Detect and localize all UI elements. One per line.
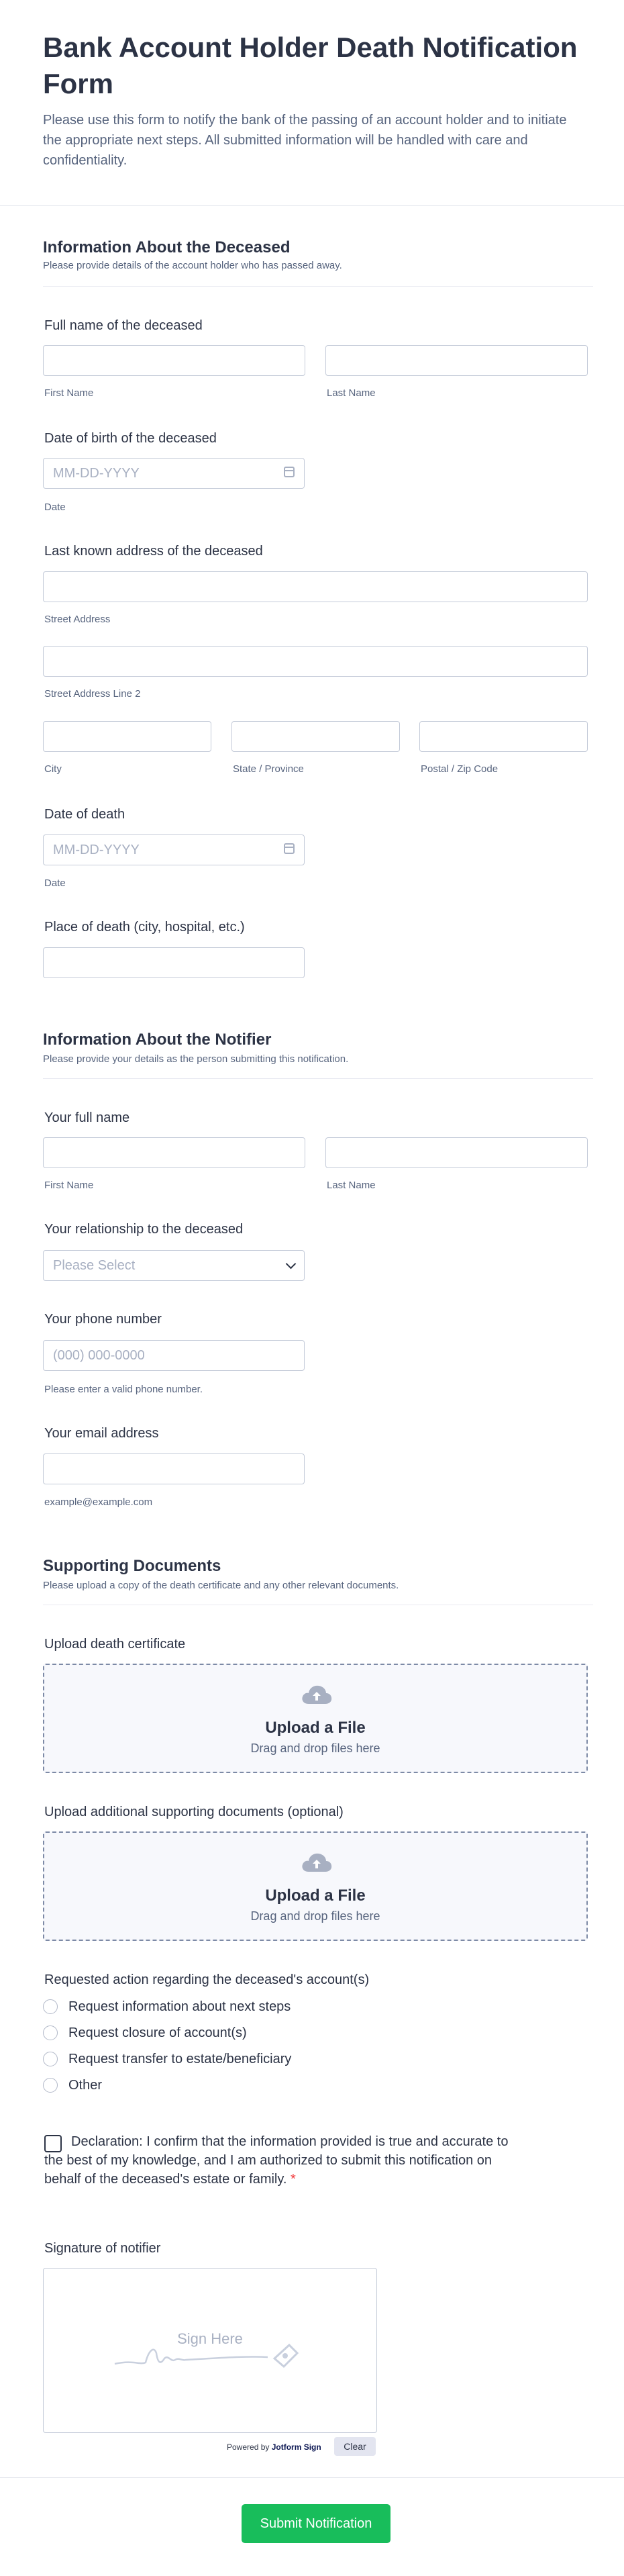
section-subtitle-notifier: Please provide your details as the person submitting this notification.	[43, 1053, 349, 1065]
declaration-text[interactable]	[44, 2132, 527, 2189]
death-certificate-upload[interactable]	[43, 1664, 588, 1773]
additional-documents-upload[interactable]	[43, 1831, 588, 1941]
phone-placeholder: (000) 000-0000	[53, 1348, 145, 1363]
radio-next-steps[interactable]	[43, 1999, 58, 2014]
submit-button[interactable]: Submit Notification	[242, 2504, 391, 2543]
radio-other[interactable]	[43, 2078, 58, 2093]
relationship-select[interactable]	[43, 1250, 305, 1281]
deceased-last-name-input[interactable]	[325, 345, 588, 376]
additional-documents-label: Upload additional supporting documents (optional)	[44, 1805, 344, 1819]
requested-action-label: Requested action regarding the deceased's account(s)	[44, 1972, 370, 1987]
signature-pad[interactable]	[43, 2268, 377, 2433]
street-address-sublabel: Street Address	[44, 614, 111, 625]
powered-by	[227, 2441, 321, 2453]
signature-label: Signature of notifier	[44, 2241, 161, 2256]
notifier-first-name-input[interactable]	[43, 1137, 305, 1168]
notifier-name-label: Your full name	[44, 1110, 130, 1125]
dod-input[interactable]	[43, 834, 305, 865]
section-divider	[43, 286, 593, 287]
relationship-placeholder: Please Select	[53, 1258, 136, 1273]
city-sublabel: City	[44, 763, 62, 775]
phone-sublabel: Please enter a valid phone number.	[44, 1384, 203, 1395]
zip-sublabel: Postal / Zip Code	[421, 763, 499, 775]
deceased-name-label: Full name of the deceased	[44, 318, 203, 333]
last-name-sublabel: Last Name	[327, 1180, 376, 1191]
section-subtitle-deceased: Please provide details of the account holder who has passed away.	[43, 260, 342, 271]
first-name-sublabel: First Name	[44, 387, 94, 399]
radio-closure[interactable]	[43, 2025, 58, 2040]
dod-label: Date of death	[44, 807, 125, 822]
upload-button[interactable]: Upload a File	[265, 1887, 366, 1905]
section-title-documents: Supporting Documents	[43, 1557, 221, 1575]
dob-input[interactable]	[43, 458, 305, 489]
dod-sublabel: Date	[44, 877, 66, 889]
last-name-sublabel: Last Name	[327, 387, 376, 399]
zip-input[interactable]	[419, 721, 588, 752]
address-label: Last known address of the deceased	[44, 544, 263, 559]
form-title: Bank Account Holder Death Notification Form	[43, 32, 578, 99]
street-address-line2-sublabel: Street Address Line 2	[44, 688, 141, 700]
declaration-label: Declaration: I confirm that the information provided is true and accurate to the best of my knowledge, and I am authorized to submit this notification on behalf of the deceased's estate or family.	[44, 2134, 509, 2187]
section-subtitle-documents: Please upload a copy of the death certificate and any other relevant documents.	[43, 1580, 399, 1591]
sign-here-placeholder: Sign Here	[177, 2330, 243, 2347]
cloud-upload-icon	[301, 1684, 333, 1705]
signature-pen-icon	[113, 2326, 308, 2373]
deceased-first-name-input[interactable]	[43, 345, 305, 376]
section-divider	[43, 1078, 593, 1079]
place-of-death-label: Place of death (city, hospital, etc.)	[44, 920, 245, 935]
state-sublabel: State / Province	[233, 763, 304, 775]
email-input[interactable]	[43, 1453, 305, 1484]
header-divider	[0, 205, 624, 206]
relationship-label: Your relationship to the deceased	[44, 1222, 244, 1237]
place-of-death-input[interactable]	[43, 947, 305, 978]
email-label: Your email address	[44, 1426, 159, 1441]
powered-prefix: Powered by	[227, 2442, 270, 2452]
calendar-icon[interactable]	[284, 467, 295, 477]
section-title-deceased: Information About the Deceased	[43, 238, 291, 256]
upload-button[interactable]: Upload a File	[265, 1719, 366, 1737]
first-name-sublabel: First Name	[44, 1180, 94, 1191]
jotform-sign-brand: Jotform Sign	[271, 2442, 321, 2452]
calendar-icon[interactable]	[284, 843, 295, 854]
footer-divider	[0, 2477, 624, 2478]
radio-label-next-steps[interactable]: Request information about next steps	[68, 1999, 291, 2014]
death-certificate-label: Upload death certificate	[44, 1637, 186, 1652]
radio-label-other[interactable]: Other	[68, 2078, 103, 2093]
radio-label-closure[interactable]: Request closure of account(s)	[68, 2025, 247, 2040]
dod-placeholder: MM-DD-YYYY	[53, 843, 140, 857]
required-mark: *	[291, 2172, 296, 2187]
clear-signature-button[interactable]: Clear	[334, 2437, 376, 2456]
radio-label-transfer[interactable]: Request transfer to estate/beneficiary	[68, 2052, 292, 2066]
radio-transfer[interactable]	[43, 2052, 58, 2066]
notifier-last-name-input[interactable]	[325, 1137, 588, 1168]
dob-sublabel: Date	[44, 502, 66, 513]
upload-hint: Drag and drop files here	[250, 1742, 380, 1755]
cloud-upload-icon	[301, 1852, 333, 1873]
state-input[interactable]	[231, 721, 400, 752]
upload-hint: Drag and drop files here	[250, 1909, 380, 1923]
email-sublabel: example@example.com	[44, 1496, 153, 1508]
dob-label: Date of birth of the deceased	[44, 431, 217, 446]
street-address-line2-input[interactable]	[43, 646, 588, 677]
phone-input[interactable]	[43, 1340, 305, 1371]
dob-placeholder: MM-DD-YYYY	[53, 466, 140, 481]
section-title-notifier: Information About the Notifier	[43, 1031, 272, 1049]
phone-label: Your phone number	[44, 1312, 162, 1327]
street-address-input[interactable]	[43, 571, 588, 602]
form-description: Please use this form to notify the bank of the passing of an account holder and to initiate the appropriate next steps. All submitted information will be handled with care and confidentiality.	[43, 113, 567, 168]
city-input[interactable]	[43, 721, 211, 752]
